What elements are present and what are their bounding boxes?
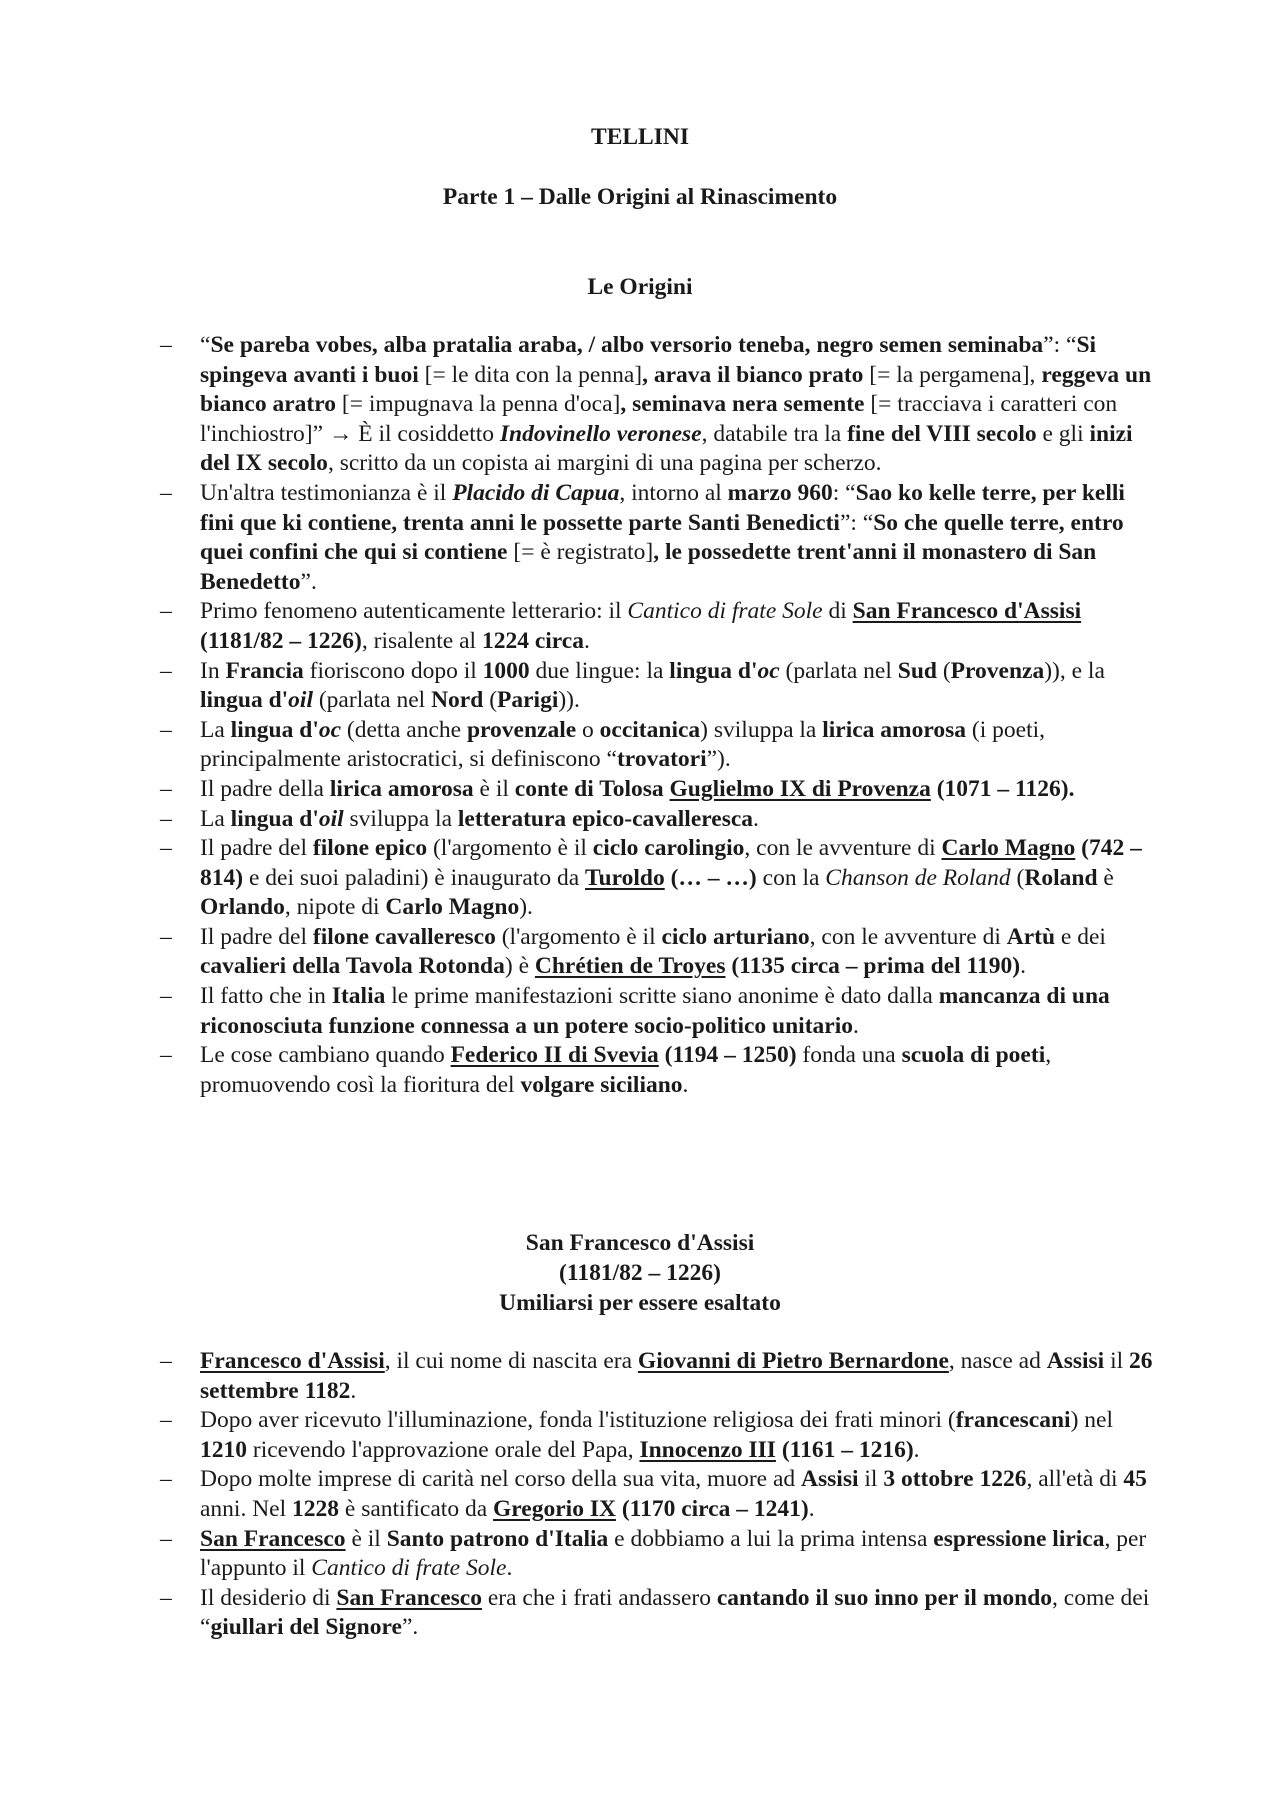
list-item [160, 479, 1160, 597]
text-run: ) è [504, 953, 535, 980]
text-run: occitanica [599, 716, 701, 743]
text-run: Cantico di frate Sole [311, 1555, 507, 1582]
text-run: di [822, 598, 853, 625]
text-run: Se pareba vobes, alba pratalia araba, / albo versorio teneba, negro semen seminaba [210, 332, 1044, 358]
list-item [160, 716, 1160, 775]
text-run: ( [1010, 864, 1025, 891]
text-run: Sud [897, 657, 937, 684]
text-run: cantando il suo inno per il mondo [716, 1584, 1053, 1611]
text-run: , risalente al [361, 627, 482, 654]
text-run: e gli [1036, 420, 1090, 447]
text-run: il [858, 1466, 884, 1493]
text-run: , databile tra la [701, 420, 848, 447]
text-run: Il fatto che in [200, 983, 332, 1010]
text-run: scuola di poeti [901, 1042, 1046, 1069]
text-run: Orlando [200, 894, 285, 921]
list-item [160, 657, 1160, 716]
text-run: (1170 circa – 1241) [615, 1495, 809, 1522]
text-run: , il cui nome di nascita era [384, 1348, 638, 1374]
text-run: ) nel [1070, 1407, 1113, 1434]
text-run: , intorno al [619, 479, 728, 506]
text-run: Chanson de Roland [825, 864, 1011, 891]
list-item [160, 982, 1160, 1041]
text-run: . [808, 1495, 815, 1522]
section-heading-origini: Le Origini [587, 274, 693, 300]
text-run: Chrétien de Troyes [534, 953, 726, 980]
text-run: , le possedette trent'anni il monastero di San Benedetto [200, 539, 1097, 595]
text-run: sviluppa la [343, 805, 458, 832]
text-run: 1210 [200, 1436, 247, 1463]
text-run: ( [483, 687, 498, 714]
text-run: San Francesco [200, 1525, 346, 1552]
text-run: ”. [401, 1614, 419, 1641]
list-item [160, 1347, 1160, 1406]
text-run: Turoldo [585, 864, 665, 891]
text-run: ricevendo l'approvazione orale del Papa, [247, 1436, 640, 1463]
text-run: ) sviluppa la [700, 716, 823, 743]
text-run: (l'argomento è il [427, 835, 593, 862]
text-run: lirica amorosa [822, 716, 967, 743]
text-run: (parlata nel [312, 687, 432, 714]
text-run: Nord [431, 687, 484, 714]
text-run: , nasce ad [948, 1348, 1047, 1374]
text-run: 3 ottobre 1226 [883, 1466, 1027, 1493]
text-run: lingua d' [200, 687, 289, 714]
text-run: . [682, 1071, 689, 1098]
text-run: (1071 – 1126). [930, 775, 1075, 802]
text-run: 1228 [292, 1495, 340, 1522]
list-item [160, 834, 1160, 923]
text-run: inizi del IX secolo [200, 420, 1133, 477]
text-run: trovatori [616, 746, 707, 773]
text-run: Primo fenomeno autenticamente letterario: il [200, 598, 628, 625]
text-run: e dei [1055, 923, 1106, 950]
text-run: Si spingeva avanti i buoi [200, 332, 1097, 388]
text-run: lingua d' [669, 657, 758, 684]
text-run: ”). [706, 746, 731, 773]
list-item [160, 1465, 1160, 1524]
text-run: (1194 – 1250) [658, 1042, 797, 1069]
text-run: fine del VIII secolo [847, 420, 1037, 447]
text-run: . [583, 627, 590, 654]
text-run: (1161 – 1216) [775, 1436, 914, 1463]
text-run: era che i frati andassero [481, 1584, 717, 1611]
text-run: due lingue: la [529, 657, 670, 684]
text-run: Carlo Magno [941, 835, 1076, 862]
text-run: ciclo arturiano [661, 923, 810, 950]
text-run: le prime manifestazioni scritte siano anonime è dato dalla [385, 983, 939, 1010]
text-run: provenzale [466, 716, 577, 743]
text-run: marzo 960 [727, 479, 833, 506]
list-item [160, 805, 1160, 835]
text-run: Provenza [950, 657, 1045, 684]
list-item [160, 1584, 1160, 1643]
text-run: (detta anche [341, 716, 467, 743]
text-run: [= la pergamena], [863, 361, 1042, 388]
text-run: , con le avventure di [744, 835, 942, 862]
text-run: , come dei “ [200, 1584, 1150, 1641]
list-item [160, 597, 1160, 656]
text-run: San Francesco d'Assisi [852, 598, 1082, 625]
text-run: filone epico [312, 835, 428, 862]
text-run: 1000 [482, 657, 530, 684]
list-item [160, 775, 1160, 805]
text-run: e dobbiamo a lui la prima intensa [608, 1525, 934, 1552]
text-run: anni. Nel [200, 1495, 293, 1522]
text-run: , seminava nera semente [620, 391, 865, 418]
text-run: La [200, 805, 231, 832]
text-run: . [753, 805, 759, 832]
list-item [160, 331, 1160, 479]
text-run: oil [288, 687, 313, 714]
text-run: Artù [1006, 923, 1056, 950]
list-item [160, 1525, 1160, 1584]
text-run: , all'età di [1026, 1466, 1124, 1493]
text-run: (parlata nel [779, 657, 898, 684]
text-run: Parigi [497, 687, 559, 714]
text-run: ”: “ [839, 509, 874, 536]
text-run: è il [345, 1525, 387, 1552]
text-run: Il desiderio di [200, 1584, 337, 1611]
text-run: [= è registrato] [507, 539, 654, 566]
text-run: Francesco d'Assisi [200, 1348, 385, 1374]
text-run: Carlo Magno [385, 894, 520, 921]
text-run: [= impugnava la penna d'oca] [336, 391, 621, 418]
text-run: letteratura epico-cavalleresca [457, 805, 754, 832]
text-run: espressione lirica [933, 1525, 1105, 1552]
text-run: oil [318, 805, 344, 832]
origini-bullet-list [160, 331, 1160, 1100]
text-run: . [853, 1012, 859, 1039]
text-run: )), e la [1044, 657, 1105, 684]
text-run: (… – …) [664, 864, 757, 891]
text-run: è [1097, 864, 1114, 891]
text-run: Placido di Capua [452, 479, 620, 506]
text-run: )). [558, 687, 580, 714]
text-run: oc [757, 657, 780, 684]
text-run: Dopo aver ricevuto l'illuminazione, fonda l'istituzione religiosa dei frati minori ( [200, 1407, 956, 1434]
text-run: mancanza di una riconosciuta funzione connessa a un potere socio-politico unitario [200, 983, 1110, 1039]
text-run: è santificato da [339, 1495, 494, 1522]
text-run: Guglielmo IX di Provenza [669, 775, 931, 802]
text-run: Francia [225, 657, 304, 684]
text-run: francescani [955, 1407, 1071, 1434]
section-dates: (1181/82 – 1226) [559, 1260, 721, 1286]
text-run: Italia [331, 983, 386, 1010]
text-run: Gregorio IX [493, 1495, 616, 1522]
text-run: Cantico di frate Sole [627, 598, 823, 625]
text-run: [= le dita con la penna] [418, 361, 643, 388]
text-run: volgare siciliano [520, 1071, 683, 1098]
text-run: è il [473, 775, 515, 802]
part-heading: Parte 1 – Dalle Origini al Rinascimento [442, 184, 838, 210]
text-run: lingua d' [230, 805, 319, 832]
text-run: 1224 circa [481, 627, 584, 654]
text-run: ( [936, 657, 951, 684]
text-run: Il padre del [200, 835, 313, 862]
text-run: . [913, 1436, 920, 1463]
text-run: Indovinello veronese [499, 420, 702, 447]
text-run: Assisi [801, 1466, 859, 1493]
text-run: , per l'appunto il [200, 1525, 1147, 1582]
text-run: Le cose cambiano quando [200, 1042, 451, 1069]
text-run: (l'argomento è il [495, 923, 662, 950]
text-run: fioriscono dopo il [303, 657, 483, 684]
text-run: : “ [832, 479, 856, 506]
text-run: fonda una [796, 1042, 902, 1069]
text-run: ciclo carolingio [592, 835, 745, 862]
text-run: oc [318, 716, 342, 743]
text-run: cavalieri della Tavola Rotonda [200, 953, 505, 980]
text-run: Innocenzo III [639, 1436, 776, 1463]
text-run: Santo patrono d'Italia [386, 1525, 609, 1552]
text-run: ”. [300, 568, 317, 595]
list-item [160, 923, 1160, 982]
section-heading-san-francesco: San Francesco d'Assisi [525, 1230, 755, 1256]
document-title: TELLINI [591, 124, 689, 150]
text-run: giullari del Signore [210, 1614, 402, 1641]
text-run: (1181/82 – 1226) [200, 627, 362, 654]
text-run: o [576, 716, 600, 743]
text-run: (i poeti, principalmente aristocratici, si definiscono “ [200, 716, 1045, 773]
section-subtitle: Umiliarsi per essere esaltato [499, 1290, 781, 1316]
text-run: “ [200, 332, 211, 358]
text-run: Dopo molte imprese di carità nel corso della sua vita, muore ad [200, 1466, 802, 1493]
text-run: 26 settembre 1182 [200, 1348, 1153, 1404]
text-run: il [1104, 1348, 1130, 1374]
text-run: Il padre del [200, 923, 313, 950]
text-run: Roland [1024, 864, 1098, 891]
text-run: . [350, 1377, 357, 1404]
text-run: filone cavalleresco [312, 923, 496, 950]
text-run: conte di Tolosa [514, 775, 670, 802]
text-run: , nipote di [284, 894, 386, 921]
text-run: Assisi [1046, 1348, 1105, 1374]
text-run: San Francesco [336, 1584, 482, 1611]
text-run: Il padre della [200, 775, 330, 802]
text-run: So che quelle terre, entro quei confini che qui si contiene [200, 509, 1124, 566]
text-run: , promuovendo così la fioritura del [200, 1042, 1052, 1098]
text-run: e dei suoi paladini) è inaugurato da [243, 864, 586, 891]
text-run: , con le avventure di [809, 923, 1007, 950]
text-run: In [200, 657, 226, 684]
text-run: 45 [1123, 1466, 1147, 1493]
text-run: (1135 circa – prima del 1190) [725, 953, 1021, 980]
text-run: Federico II di Svevia [450, 1042, 659, 1069]
text-run: , arava il bianco prato [642, 361, 864, 388]
text-run: . [1020, 953, 1026, 980]
text-run: La [200, 716, 231, 743]
text-run: con la [756, 864, 826, 891]
text-run: [= tracciava i caratteri con l'inchiostro]” → È il cosiddetto [200, 391, 1118, 447]
text-run: . [506, 1555, 513, 1582]
text-run: Sao ko kelle terre, per kelli fini que ki contiene, trenta anni le possette parte Santi Benedicti [200, 479, 1125, 536]
text-run: lingua d' [230, 716, 319, 743]
text-run: (742 – 814) [200, 835, 1142, 891]
text-run: Un'altra testimonianza è il [200, 479, 453, 506]
text-run: Giovanni di Pietro Bernardone [637, 1348, 949, 1374]
text-run: lirica amorosa [329, 775, 474, 802]
text-run: , scritto da un copista ai margini di una pagina per scherzo. [327, 450, 882, 477]
text-run: reggeva un bianco aratro [200, 361, 1152, 418]
list-item [160, 1041, 1160, 1100]
text-run: ”: “ [1043, 332, 1077, 358]
text-run: ). [519, 894, 533, 921]
san-francesco-bullet-list [160, 1347, 1160, 1643]
list-item [160, 1406, 1160, 1465]
